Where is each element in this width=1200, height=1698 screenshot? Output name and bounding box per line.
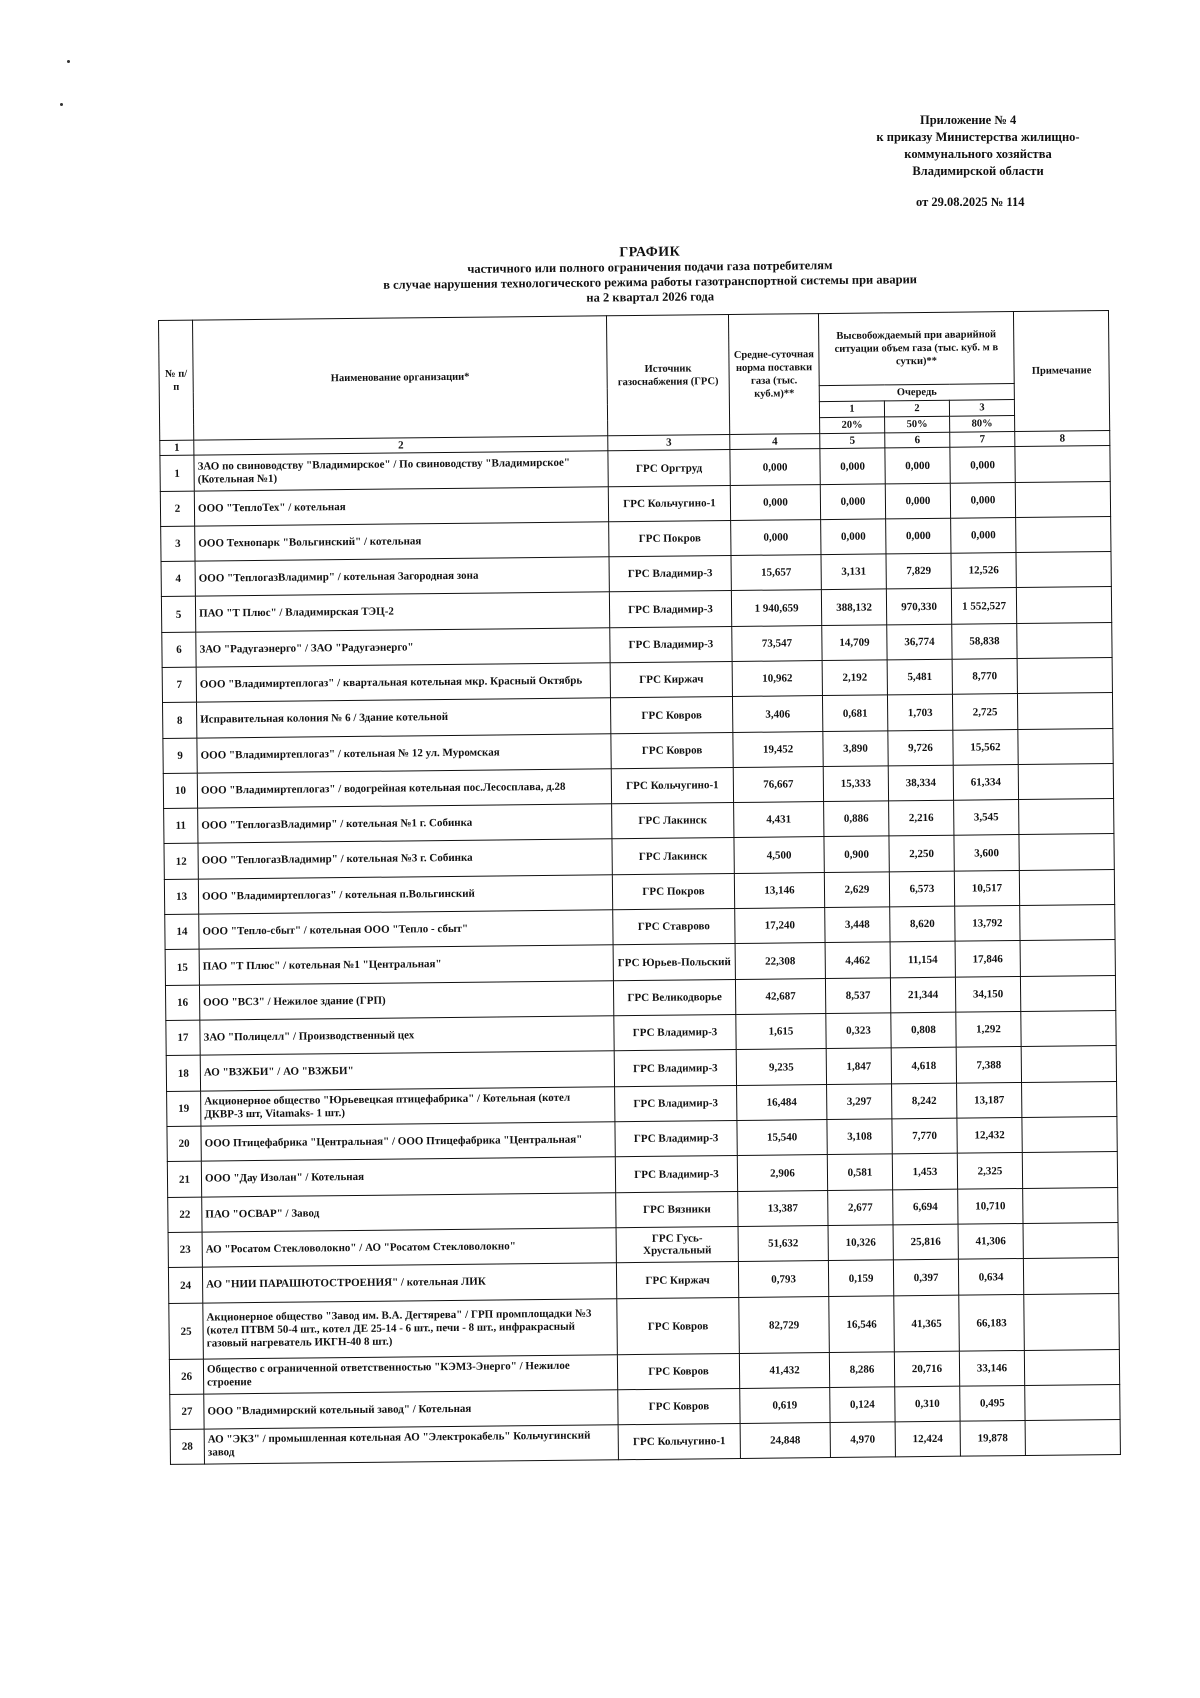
heading-line: частичного или полного ограничения подачи газа потребителям <box>467 258 833 276</box>
daily-norm: 9,235 <box>736 1049 826 1086</box>
gas-source: ГРС Владимир-3 <box>610 627 732 663</box>
queue-2-volume: 20,716 <box>894 1351 959 1387</box>
organization-name: ЗАО по свиноводству "Владимирское" / По свиноводству "Владимирское" (Котельная №1) <box>194 451 608 491</box>
annex-line: Владимирской области <box>912 164 1044 178</box>
table-header <box>159 311 1110 441</box>
queue-2-volume: 6,573 <box>889 871 954 907</box>
note-cell <box>1016 517 1111 553</box>
queue-1-volume: 8,537 <box>825 978 890 1014</box>
queue-2-volume: 0,310 <box>895 1386 960 1422</box>
note-cell <box>1024 1293 1120 1350</box>
document-heading <box>300 241 1001 308</box>
daily-norm: 24,848 <box>740 1423 830 1459</box>
organization-name: ПАО "ОСВАР" / Завод <box>202 1193 616 1232</box>
queue-2-volume: 8,242 <box>892 1083 957 1119</box>
scan-speck <box>60 103 63 106</box>
row-number: 21 <box>167 1161 201 1197</box>
gas-source: ГРС Ковров <box>611 733 733 769</box>
note-cell <box>1017 658 1112 694</box>
note-cell <box>1016 587 1111 624</box>
daily-norm: 0,793 <box>738 1261 828 1298</box>
daily-norm: 73,547 <box>732 626 822 662</box>
note-cell <box>1022 1082 1117 1118</box>
row-number: 14 <box>165 914 199 949</box>
scan-speck <box>67 60 70 63</box>
organization-name: АО "ЭКЗ" / промышленная котельная АО "Электрокабель" Кольчугинский завод <box>204 1425 618 1464</box>
gas-source: ГРС Кольчугино-1 <box>618 1423 740 1459</box>
queue-1-volume: 388,132 <box>821 589 886 626</box>
row-number: 1 <box>160 455 194 491</box>
gas-source: ГРС Кольчугино-1 <box>611 768 733 804</box>
queue-3-volume: 10,710 <box>958 1188 1023 1224</box>
gas-source: ГРС Покров <box>612 873 734 909</box>
daily-norm: 1,615 <box>736 1014 826 1050</box>
note-cell <box>1018 764 1113 800</box>
organization-name: АО "НИИ ПАРАШЮТОСТРОЕНИЯ" / котельная ЛИК <box>202 1263 616 1303</box>
queue-1-volume: 2,192 <box>822 660 887 696</box>
row-number: 28 <box>170 1429 204 1464</box>
queue-3-volume: 66,183 <box>959 1294 1025 1351</box>
queue-1-volume: 0,000 <box>820 484 885 520</box>
note-cell <box>1021 1046 1116 1083</box>
daily-norm: 0,000 <box>731 520 821 556</box>
queue-2-volume: 12,424 <box>895 1421 960 1457</box>
queue-1-volume: 2,629 <box>824 872 889 908</box>
queue-1-volume: 0,000 <box>820 448 885 485</box>
queue-3-volume: 0,000 <box>950 447 1015 484</box>
organization-name: ПАО "Т Плюс" / Владимирская ТЭЦ-2 <box>195 592 609 632</box>
daily-norm: 41,432 <box>739 1353 829 1389</box>
row-number: 4 <box>161 561 195 596</box>
note-cell <box>1020 905 1115 941</box>
daily-norm: 0,000 <box>730 485 820 521</box>
row-number: 20 <box>167 1126 201 1161</box>
gas-source: ГРС Киржач <box>610 662 732 698</box>
queue-1-volume: 0,000 <box>821 519 886 555</box>
row-number: 13 <box>164 879 198 914</box>
column-number: 5 <box>820 433 885 449</box>
note-cell <box>1017 623 1112 659</box>
note-cell <box>1022 1117 1117 1153</box>
queue-2-volume: 9,726 <box>888 730 953 766</box>
header-queue-3: 3 <box>949 400 1014 417</box>
gas-source: ГРС Оргтруд <box>608 450 730 487</box>
note-cell <box>1023 1187 1118 1223</box>
gas-source: ГРС Ковров <box>617 1353 739 1389</box>
column-number: 7 <box>950 432 1015 448</box>
row-number: 19 <box>167 1091 201 1126</box>
note-cell <box>1019 799 1114 835</box>
organization-name: ООО "Владимиртеплогаз" / котельная п.Вольгинский <box>198 875 612 914</box>
queue-3-volume: 34,150 <box>955 977 1020 1013</box>
queue-2-volume: 0,000 <box>885 447 950 484</box>
header-released: Высвобождаемый при аварийной ситуации объем газа (тыс. куб. м в сутки)** <box>818 312 1014 386</box>
organization-name: ООО "ТеплогазВладимир" / котельная Загородная зона <box>195 557 609 596</box>
gas-source: ГРС Владимир-3 <box>615 1085 737 1121</box>
organization-name: АО "ВЗЖБИ" / АО "ВЗЖБИ" <box>200 1051 614 1091</box>
gas-source: ГРС Лакинск <box>612 802 734 838</box>
queue-3-volume: 61,334 <box>953 765 1018 801</box>
row-number: 27 <box>170 1394 204 1429</box>
column-number: 1 <box>160 440 194 455</box>
queue-1-volume: 1,847 <box>826 1048 891 1085</box>
note-cell <box>1018 729 1113 765</box>
annex-block <box>858 112 1098 211</box>
table-row <box>169 1293 1120 1359</box>
column-number: 4 <box>730 434 820 450</box>
heading-title: ГРАФИК <box>619 244 681 261</box>
organization-name: ООО "Владимиртеплогаз" / котельная № 12 ул. Муромская <box>197 734 611 773</box>
queue-3-volume: 2,325 <box>957 1152 1022 1189</box>
note-cell <box>1016 552 1111 588</box>
organization-name: Акционерное общество "Завод им. В.А. Дегтярева" / ГРП промплощадки №3 (котел ПТВМ 50-4 шт., котел ДЕ 25-14 - 6 шт., печи - 8 шт., инфракрасный газовый нагреватель ИКГН-40 8 шт.) <box>203 1299 618 1359</box>
gas-source: ГРС Владимир-3 <box>614 1014 736 1050</box>
queue-2-volume: 36,774 <box>887 624 952 660</box>
queue-2-volume: 0,000 <box>885 483 950 519</box>
gas-source: ГРС Кольчугино-1 <box>608 486 730 522</box>
queue-2-volume: 1,453 <box>892 1153 957 1190</box>
note-cell <box>1019 834 1114 871</box>
queue-3-volume: 17,846 <box>955 941 1020 978</box>
header-percent-1: 20% <box>820 417 885 434</box>
note-cell <box>1019 870 1114 906</box>
heading-line: на 2 квартал 2026 года <box>586 289 715 305</box>
queue-2-volume: 2,216 <box>889 800 954 836</box>
queue-3-volume: 0,495 <box>960 1385 1025 1421</box>
organization-name: Акционерное общество "Юрьевецкая птицефабрика" / Котельная (котел ДКВР-3 шт, Vitamaks- 1 шт.) <box>201 1087 615 1126</box>
daily-norm: 17,240 <box>735 908 825 944</box>
gas-source: ГРС Лакинск <box>612 837 734 874</box>
schedule-table <box>158 310 1121 1465</box>
queue-3-volume: 8,770 <box>952 659 1017 695</box>
note-cell <box>1024 1349 1119 1385</box>
queue-3-volume: 3,545 <box>954 800 1019 836</box>
row-number: 2 <box>160 491 194 526</box>
header-percent-2: 50% <box>885 416 950 433</box>
queue-1-volume: 4,970 <box>830 1422 895 1458</box>
note-cell <box>1015 482 1110 518</box>
daily-norm: 16,484 <box>737 1085 827 1121</box>
row-number: 16 <box>165 985 199 1020</box>
queue-2-volume: 1,703 <box>887 694 952 731</box>
gas-source: ГРС Владимир-3 <box>615 1155 737 1192</box>
queue-1-volume: 4,462 <box>825 942 890 979</box>
queue-1-volume: 0,900 <box>824 836 889 873</box>
header-source: Источник газоснабжения (ГРС) <box>606 315 729 436</box>
row-number: 17 <box>166 1020 200 1055</box>
queue-1-volume: 2,677 <box>828 1190 893 1226</box>
gas-source: ГРС Владимир-3 <box>615 1120 737 1156</box>
queue-1-volume: 0,581 <box>827 1154 892 1191</box>
queue-3-volume: 3,600 <box>954 835 1019 872</box>
row-number: 23 <box>168 1232 202 1267</box>
note-cell <box>1020 976 1115 1012</box>
queue-2-volume: 0,808 <box>891 1012 956 1048</box>
daily-norm: 15,540 <box>737 1120 827 1156</box>
organization-name: ООО "Дау Изолан" / Котельная <box>201 1157 615 1197</box>
queue-3-volume: 7,388 <box>956 1047 1021 1084</box>
organization-name: ООО Птицефабрика "Центральная" / ООО Птицефабрика "Центральная" <box>201 1122 615 1161</box>
daily-norm: 82,729 <box>739 1297 830 1354</box>
queue-3-volume: 1,292 <box>956 1012 1021 1048</box>
gas-source: ГРС Покров <box>609 521 731 557</box>
daily-norm: 2,906 <box>737 1155 827 1192</box>
daily-norm: 22,308 <box>735 943 825 980</box>
gas-source: ГРС Киржач <box>616 1261 738 1298</box>
queue-3-volume: 19,878 <box>960 1420 1025 1456</box>
queue-2-volume: 41,365 <box>894 1295 960 1352</box>
row-number: 9 <box>163 738 197 773</box>
organization-name: ООО "Владимиртеплогаз" / квартальная котельная мкр. Красный Октябрь <box>196 663 610 702</box>
header-percent-3: 80% <box>950 416 1015 433</box>
queue-2-volume: 2,250 <box>889 835 954 872</box>
note-cell <box>1022 1152 1117 1189</box>
organization-name: ООО "ВСЗ" / Нежилое здание (ГРП) <box>199 981 613 1020</box>
queue-3-volume: 0,000 <box>950 483 1015 519</box>
annex-title: Приложение № 4 <box>920 113 1017 127</box>
column-number: 2 <box>194 436 608 455</box>
daily-norm: 10,962 <box>732 661 822 697</box>
gas-source: ГРС Владимир-3 <box>609 556 731 592</box>
queue-3-volume: 41,306 <box>958 1223 1023 1259</box>
queue-1-volume: 3,448 <box>825 907 890 943</box>
column-number: 3 <box>608 435 730 451</box>
header-org: Наименование организации* <box>193 316 608 440</box>
gas-source: ГРС Ковров <box>610 697 732 734</box>
organization-name: ЗАО "Полицелл" / Производственный цех <box>200 1016 614 1055</box>
queue-2-volume: 4,618 <box>891 1047 956 1084</box>
row-number: 10 <box>163 773 197 808</box>
table-body <box>160 431 1121 1465</box>
organization-name: Общество с ограниченной ответственностью "КЭМЗ-Энерго" / Нежилое строение <box>203 1355 617 1394</box>
queue-1-volume: 0,124 <box>830 1387 895 1423</box>
daily-norm: 19,452 <box>733 732 823 768</box>
organization-name: ООО "Владимирский котельный завод" / Котельная <box>204 1390 618 1429</box>
organization-name: ООО "ТеплогазВладимир" / котельная №1 г. Собинка <box>198 804 612 843</box>
organization-name: ООО "ТеплогазВладимир" / котельная №3 г. Собинка <box>198 839 612 879</box>
queue-3-volume: 12,432 <box>957 1117 1022 1153</box>
queue-2-volume: 6,694 <box>893 1189 958 1225</box>
daily-norm: 13,387 <box>738 1191 828 1227</box>
queue-3-volume: 0,634 <box>958 1258 1023 1295</box>
organization-name: ООО "Владимиртеплогаз" / водогрейная котельная пос.Лесосплава, д.28 <box>197 769 611 808</box>
header-note: Примечание <box>1013 311 1109 432</box>
row-number: 6 <box>162 632 196 667</box>
organization-name: ООО "Тепло-сбыт" / котельная ООО "Тепло - сбыт" <box>199 910 613 949</box>
row-number: 22 <box>168 1197 202 1232</box>
gas-source: ГРС Вязники <box>616 1191 738 1227</box>
note-cell <box>1017 693 1112 730</box>
note-cell <box>1021 1011 1116 1047</box>
queue-2-volume: 21,344 <box>890 977 955 1013</box>
note-cell <box>1023 1257 1118 1294</box>
gas-source: ГРС Владимир-3 <box>614 1049 736 1086</box>
queue-1-volume: 8,286 <box>829 1352 894 1388</box>
queue-3-volume: 13,792 <box>955 906 1020 942</box>
queue-1-volume: 3,108 <box>827 1119 892 1155</box>
queue-1-volume: 10,326 <box>828 1225 893 1261</box>
queue-1-volume: 3,131 <box>821 554 886 590</box>
queue-2-volume: 8,620 <box>890 906 955 942</box>
queue-1-volume: 0,159 <box>828 1260 893 1297</box>
header-queue: Очередь <box>819 384 1014 402</box>
queue-3-volume: 12,526 <box>951 553 1016 589</box>
organization-name: ПАО "Т Плюс" / котельная №1 "Центральная" <box>199 945 613 985</box>
daily-norm: 13,146 <box>734 873 824 909</box>
daily-norm: 0,000 <box>730 449 820 486</box>
queue-1-volume: 15,333 <box>823 766 888 802</box>
column-number: 8 <box>1015 431 1110 447</box>
gas-source: ГРС Ковров <box>618 1388 740 1424</box>
queue-3-volume: 58,838 <box>952 624 1017 660</box>
annex-line: к приказу Министерства жилищно- <box>876 130 1080 144</box>
note-cell <box>1020 940 1115 977</box>
organization-name: Исправительная колония № 6 / Здание котельной <box>197 698 611 738</box>
queue-3-volume: 1 552,527 <box>951 588 1016 625</box>
queue-2-volume: 38,334 <box>888 765 953 801</box>
heading-line: в случае нарушения технологического режима работы газотранспортной системы при аварии <box>383 272 918 292</box>
queue-2-volume: 11,154 <box>890 941 955 978</box>
queue-2-volume: 7,829 <box>886 553 951 589</box>
queue-1-volume: 14,709 <box>822 625 887 661</box>
daily-norm: 42,687 <box>735 979 825 1015</box>
organization-name: ЗАО "Радугаэнерго" / ЗАО "Радугаэнерго" <box>196 628 610 667</box>
daily-norm: 4,500 <box>734 837 824 874</box>
annex-line: коммунального хозяйства <box>904 147 1052 161</box>
queue-2-volume: 7,770 <box>892 1118 957 1154</box>
queue-3-volume: 13,187 <box>957 1082 1022 1118</box>
row-number: 25 <box>169 1303 204 1359</box>
queue-2-volume: 0,397 <box>893 1259 958 1296</box>
daily-norm: 0,619 <box>740 1388 830 1424</box>
row-number: 5 <box>161 596 195 632</box>
row-number: 18 <box>166 1055 200 1091</box>
gas-source: ГРС Ставрово <box>613 908 735 944</box>
queue-1-volume: 0,886 <box>824 801 889 837</box>
row-number: 12 <box>164 843 198 879</box>
queue-2-volume: 970,330 <box>886 588 951 625</box>
queue-1-volume: 3,297 <box>827 1084 892 1120</box>
gas-source: ГРС Владимир-3 <box>609 591 731 628</box>
queue-2-volume: 25,816 <box>893 1224 958 1260</box>
row-number: 3 <box>161 526 195 561</box>
queue-3-volume: 15,562 <box>953 730 1018 766</box>
daily-norm: 4,431 <box>734 802 824 838</box>
organization-name: ООО Технопарк "Вольгинский" / котельная <box>195 522 609 561</box>
row-number: 11 <box>164 808 198 843</box>
row-number: 15 <box>165 949 199 985</box>
header-num: № п/п <box>159 320 194 440</box>
queue-2-volume: 5,481 <box>887 659 952 695</box>
queue-3-volume: 2,725 <box>952 694 1017 731</box>
annex-date: от 29.08.2025 № 114 <box>916 195 1025 209</box>
gas-source: ГРС Великодворье <box>613 979 735 1015</box>
daily-norm: 15,657 <box>731 555 821 591</box>
queue-1-volume: 16,546 <box>829 1296 895 1353</box>
row-number: 7 <box>162 667 196 702</box>
daily-norm: 1 940,659 <box>731 590 821 627</box>
note-cell <box>1015 446 1110 483</box>
gas-source: ГРС Гусь-Хрустальный <box>616 1226 738 1262</box>
header-norm: Средне-суточная норма поставки газа (тыс. куб.м)** <box>728 314 819 435</box>
note-cell <box>1025 1419 1120 1455</box>
organization-name: ООО "ТеплоТех" / котельная <box>194 487 608 526</box>
queue-3-volume: 0,000 <box>951 518 1016 554</box>
row-number: 26 <box>169 1359 203 1394</box>
header-queue-1: 1 <box>819 401 884 418</box>
organization-name: АО "Росатом Стекловолокно" / АО "Росатом Стекловолокно" <box>202 1228 616 1267</box>
queue-2-volume: 0,000 <box>886 518 951 554</box>
daily-norm: 76,667 <box>733 767 823 803</box>
queue-1-volume: 0,681 <box>822 695 887 732</box>
queue-3-volume: 33,146 <box>959 1350 1024 1386</box>
daily-norm: 51,632 <box>738 1226 828 1262</box>
queue-3-volume: 10,517 <box>954 871 1019 907</box>
row-number: 8 <box>163 702 197 738</box>
gas-source: ГРС Ковров <box>617 1297 740 1354</box>
column-number: 6 <box>885 432 950 448</box>
gas-source: ГРС Юрьев-Польский <box>613 943 735 980</box>
queue-1-volume: 3,890 <box>823 731 888 767</box>
daily-norm: 3,406 <box>732 696 822 733</box>
note-cell <box>1023 1222 1118 1258</box>
note-cell <box>1025 1384 1120 1420</box>
header-queue-2: 2 <box>884 400 949 417</box>
row-number: 24 <box>168 1267 202 1303</box>
queue-1-volume: 0,323 <box>826 1013 891 1049</box>
